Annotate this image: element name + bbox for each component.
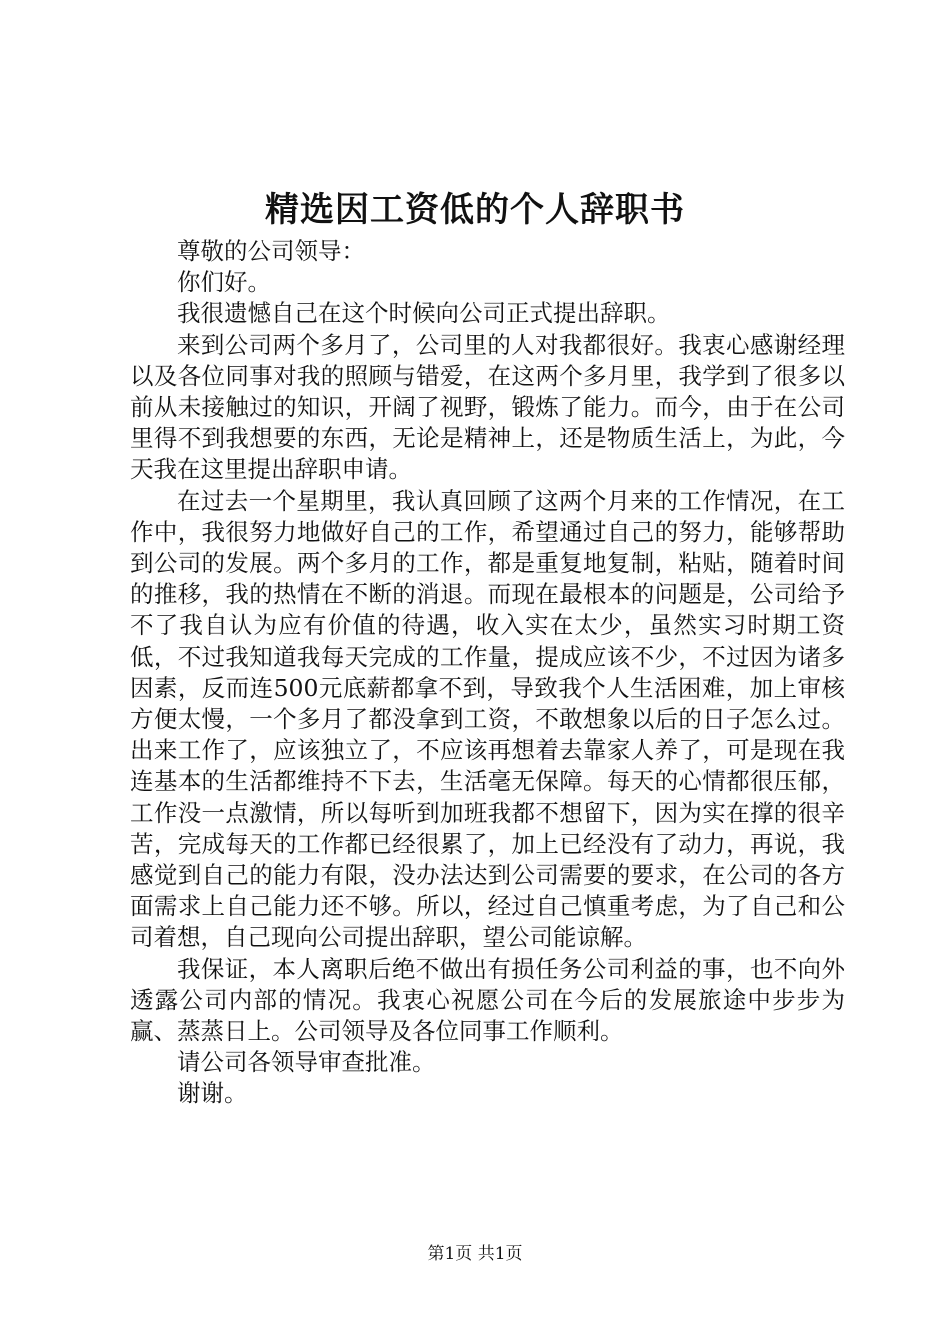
page-footer: 第1页 共1页 xyxy=(427,1244,523,1264)
paragraph-promise: 我保证，本人离职后绝不做出有损任务公司利益的事，也不向外透露公司内部的情况。我衷心祝愿公司在今后的发展旅途中步步为赢、蒸蒸日上。公司领导及各位同事工作顺利。 xyxy=(130,954,845,1046)
paragraph-gratitude: 来到公司两个多月了，公司里的人对我都很好。我衷心感谢经理以及各位同事对我的照顾与错爱，在这两个多月里，我学到了很多以前从未接触过的知识，开阔了视野，锻炼了能力。而今，由于在公司里得不到我想要的东西，无论是精神上，还是物质生活上，为此，今天我在这里提出辞职申请。 xyxy=(130,330,845,484)
document-title: 精选因工资低的个人辞职书 xyxy=(265,190,685,230)
document-body xyxy=(130,236,845,1110)
paragraph-thanks: 谢谢。 xyxy=(177,1079,248,1108)
paragraph-request: 请公司各领导审查批准。 xyxy=(177,1048,436,1077)
salutation: 尊敬的公司领导： xyxy=(177,237,365,265)
paragraph-reasons: 在过去一个星期里，我认真回顾了这两个月来的工作情况，在工作中，我很努力地做好自己的工作，希望通过自己的努力，能够帮助到公司的发展。两个多月的工作，都是重复地复制，粘贴，随着时间的推移，我的热情在不断的消退。而现在最根本的问题是，公司给予不了我自认为应有价值的待遇，收入实在太少，虽然实习时期工资低，不过我知道我每天完成的工作量，提成应该不少，不过因为诸多因素，反而连500元底薪都拿不到，导致我个人生活困难，加上审核方便太慢，一个多月了都没拿到工资，不敢想象以后的日子怎么过。出来工作了，应该独立了，不应该再想着去靠家人养了，可是现在我连基本的生活都维持不下去，生活毫无保障。每天的心情都很压郁，工作没一点激情，所以每听到加班我都不想留下，因为实在撑的很辛苦，完成每天的工作都已经很累了，加上已经没有了动力，再说，我感觉到自己的能力有限，没办法达到公司需要的要求，在公司的各方面需求上自己能力还不够。所以，经过自己慎重考虑，为了自己和公司着想，自己现向公司提出辞职，望公司能谅解。 xyxy=(130,486,845,952)
paragraph-intro: 我很遗憾自己在这个时候向公司正式提出辞职。 xyxy=(177,299,671,328)
greeting: 你们好。 xyxy=(177,268,271,297)
